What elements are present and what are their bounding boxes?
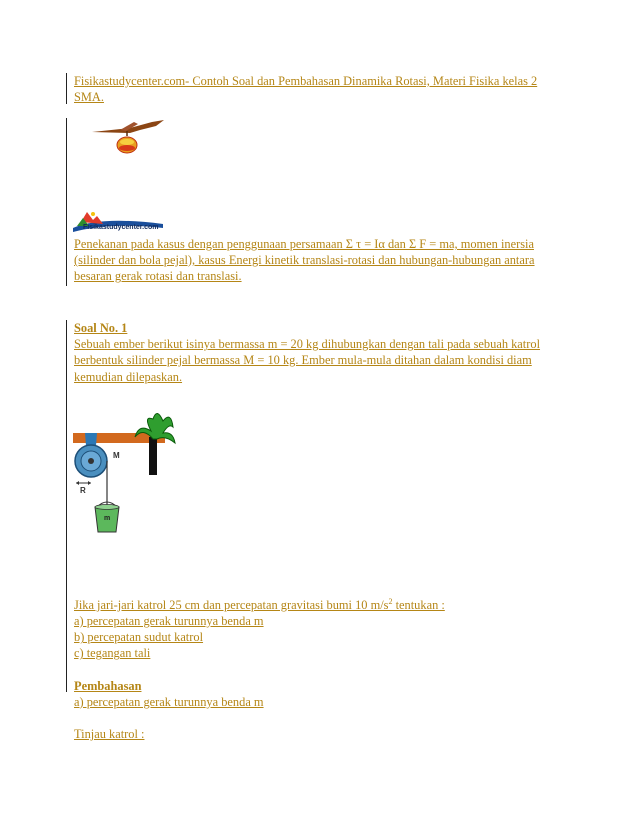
site-logo-text: Fisikastudycenter.com <box>83 224 159 231</box>
soal-line-2[interactable]: berbentuk silinder pejal bermassa M = 10 kg. Ember mula-mula ditahan dalam kondisi diam <box>74 353 532 368</box>
content-block <box>66 320 554 742</box>
tinjau-katrol[interactable]: Tinjau katrol : <box>74 727 145 742</box>
pembahasan-title[interactable]: Pembahasan <box>74 678 142 693</box>
soal-line-1[interactable]: Sebuah ember berikut isinya bermassa m = 20 kg dihubungkan dengan tali pada sebuah katrol <box>74 337 541 352</box>
question-intro-sup: 2 <box>388 596 393 606</box>
header-block <box>66 73 537 104</box>
label-R: R <box>80 485 86 495</box>
branch-orange-icon <box>90 118 170 156</box>
intro-line-1[interactable]: Penekanan pada kasus dengan penggunaan persamaan Σ τ = Iα dan Σ F = ma, momen inersia <box>74 237 534 251</box>
intro-line-3[interactable]: besaran gerak rotasi dan translasi. <box>74 269 242 284</box>
question-c[interactable]: c) tegangan tali <box>74 646 151 661</box>
palm-tree-icon <box>135 413 175 475</box>
header-line-1[interactable]: Fisikastudycenter.com- Contoh Soal dan Pembahasan Dinamika Rotasi, Materi Fisika kelas 2 <box>74 74 538 88</box>
label-M: M <box>113 450 120 460</box>
pulley-diagram-svg <box>73 397 193 557</box>
intro-block <box>66 236 535 286</box>
question-a[interactable]: a) percepatan gerak turunnya benda m <box>74 614 264 629</box>
image-block <box>66 118 194 238</box>
label-m: m <box>104 514 111 522</box>
intro-line-2[interactable]: (silinder dan bola pejal), kasus Energi kinetik translasi-rotasi dan hubungan-hubungan antara <box>74 253 535 268</box>
question-intro[interactable] <box>74 597 554 613</box>
question-b[interactable]: b) percepatan sudut katrol <box>74 630 204 645</box>
soal-title[interactable]: Soal No. 1 <box>74 321 128 335</box>
question-intro-text: Jika jari-jari katrol 25 cm dan percepatan gravitasi bumi 10 m/s <box>74 597 389 612</box>
pembahasan-a[interactable]: a) percepatan gerak turunnya benda m <box>74 694 264 709</box>
site-logo-icon <box>71 208 167 236</box>
soal-line-3[interactable]: kemudian dilepaskan. <box>74 369 183 384</box>
header-line-2[interactable]: SMA. <box>74 90 104 105</box>
pulley-diagram <box>73 397 193 557</box>
question-intro-end: tentukan : <box>392 597 445 612</box>
